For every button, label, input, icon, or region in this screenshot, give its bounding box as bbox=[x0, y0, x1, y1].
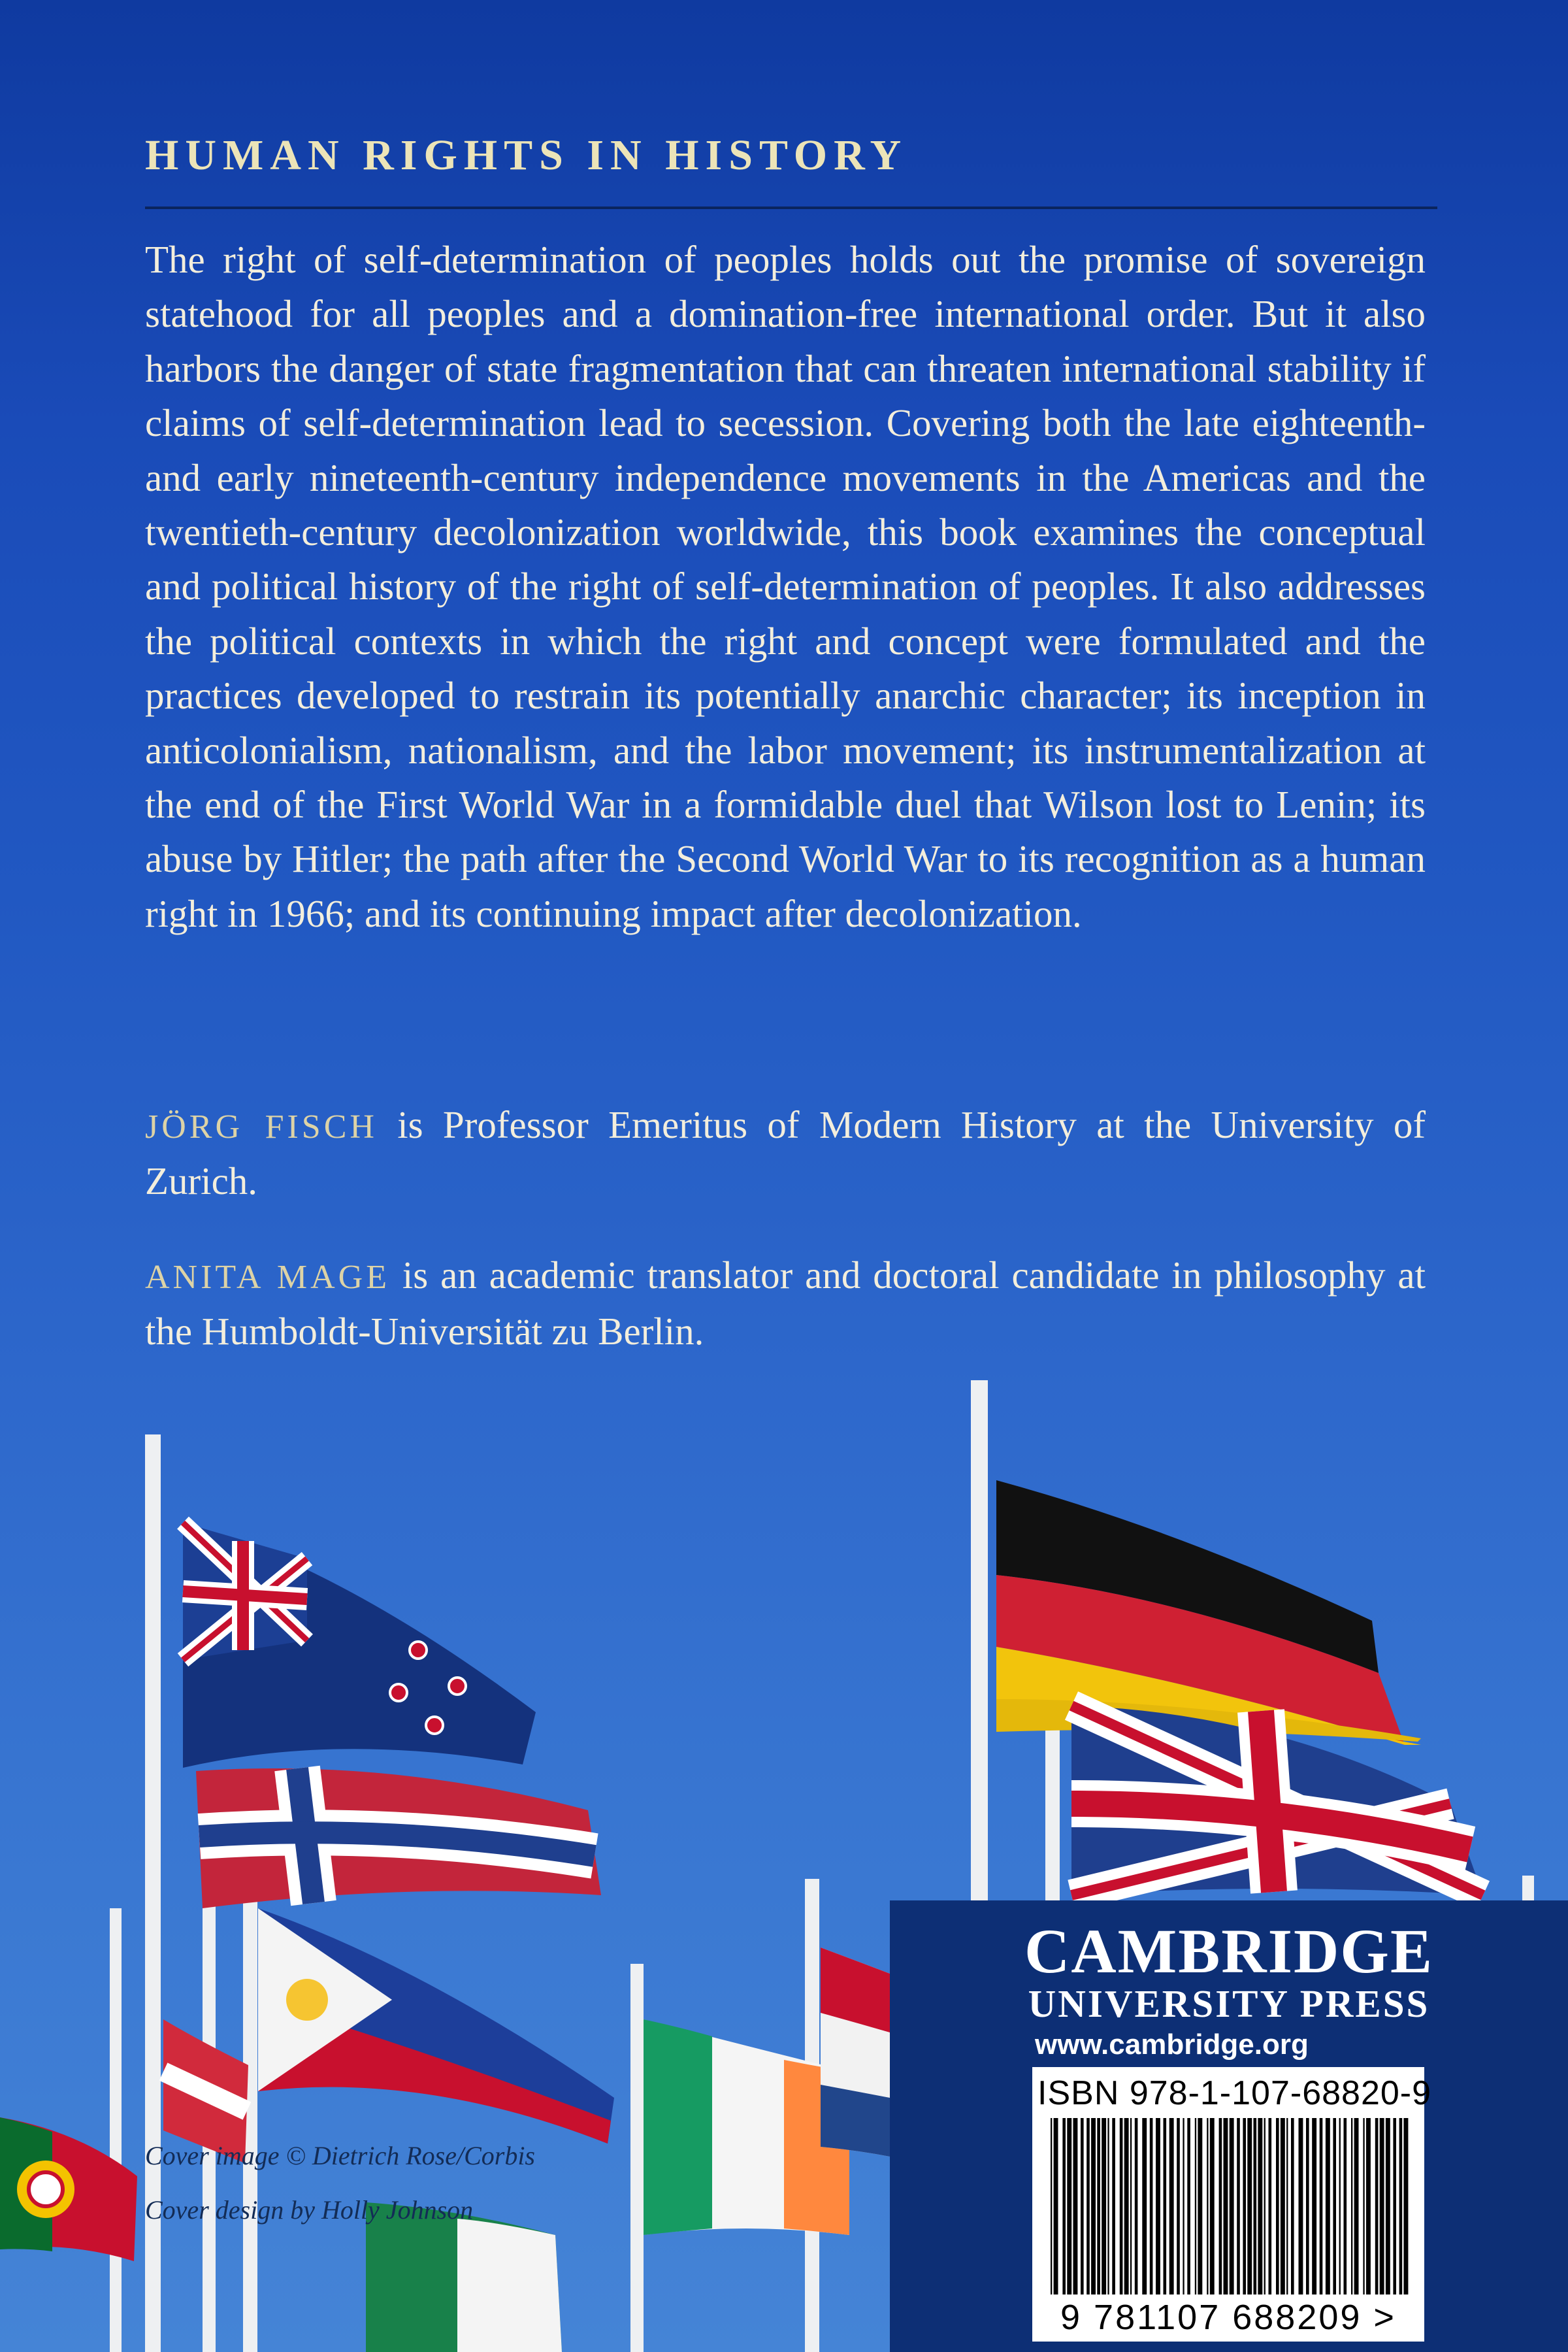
author-name: JÖRG FISCH bbox=[145, 1108, 378, 1146]
barcode-bar bbox=[1247, 2118, 1252, 2294]
barcode-bar bbox=[1210, 2118, 1215, 2294]
barcode-bar bbox=[1081, 2118, 1084, 2294]
publisher-logo-name: CAMBRIDGE bbox=[1024, 1916, 1433, 1986]
barcode-bar bbox=[1195, 2118, 1196, 2294]
title-divider bbox=[145, 207, 1437, 209]
barcode-bar bbox=[1054, 2118, 1058, 2294]
philippines-flag bbox=[258, 1908, 614, 2144]
barcode-bar bbox=[1299, 2118, 1303, 2294]
barcode-bar bbox=[1086, 2118, 1090, 2294]
barcode-bar bbox=[1224, 2118, 1228, 2294]
barcode-bars bbox=[1048, 2118, 1414, 2294]
netherlands-flag bbox=[821, 1947, 890, 2157]
isbn-label: ISBN 978-1-107-68820-9 bbox=[1037, 2074, 1432, 2112]
barcode-bar bbox=[1102, 2118, 1106, 2294]
barcode-bar bbox=[1177, 2118, 1180, 2294]
barcode-bar bbox=[1333, 2118, 1336, 2294]
barcode-bar bbox=[1091, 2118, 1096, 2294]
barcode-bar bbox=[1344, 2118, 1347, 2294]
barcode-bar bbox=[1312, 2118, 1316, 2294]
barcode-bar bbox=[1183, 2118, 1184, 2294]
translator-bio-text: is an academic translator and doctoral candidate in philosophy at the Humboldt-Universität zu Berlin. bbox=[145, 1253, 1426, 1353]
barcode-bar bbox=[1281, 2118, 1285, 2294]
barcode-bar bbox=[1269, 2118, 1272, 2294]
barcode-bar bbox=[1258, 2118, 1262, 2294]
series-title: HUMAN RIGHTS IN HISTORY bbox=[145, 131, 908, 179]
barcode-bar bbox=[1207, 2118, 1208, 2294]
barcode-bar bbox=[1366, 2118, 1371, 2294]
barcode-bar bbox=[1142, 2118, 1147, 2294]
publisher-panel bbox=[890, 1900, 1568, 2352]
barcode-bar bbox=[1219, 2118, 1222, 2294]
barcode-bar bbox=[1291, 2118, 1294, 2294]
cover-design-credit: Cover design by Holly Johnson bbox=[145, 2195, 474, 2225]
barcode-bar bbox=[1097, 2118, 1100, 2294]
barcode-bar bbox=[1187, 2118, 1190, 2294]
barcode-bar bbox=[1067, 2118, 1071, 2294]
barcode-bar bbox=[1124, 2118, 1129, 2294]
translator-bio bbox=[145, 1248, 1426, 1359]
barcode-bar bbox=[1363, 2118, 1364, 2294]
barcode-bar bbox=[1404, 2118, 1409, 2294]
new-zealand-flag bbox=[183, 1523, 536, 1768]
barcode-bar bbox=[1254, 2118, 1257, 2294]
barcode-bar bbox=[1286, 2118, 1288, 2294]
barcode-bar bbox=[1062, 2118, 1066, 2294]
barcode-bar bbox=[1320, 2118, 1323, 2294]
barcode-bar bbox=[1306, 2118, 1309, 2294]
barcode-bar bbox=[1339, 2118, 1341, 2294]
book-description: The right of self-determination of peoples holds out the promise of sovereign statehood for all peoples and a domination-free international order. But it also harbors the danger of state fragmentation that can threaten international stability if claims of self-determination lead to secession. Covering both the late eighteenth- and early nineteenth-century independence movements in the Americas and the twentieth-century decolonization worldwide, this book examines the conceptual and political history of the right of self-determination of peoples. It also addresses the political contexts in which the right and concept were formulated and the practices developed to restrain its potentially anarchic character; its inception in anticolonialism, nationalism, and the labor movement; its instrumentalization at the end of the First World War in a formidable duel that Wilson lost to Lenin; its abuse by Hitler; the path after the Second World War to its recognition as a human right in 1966; and its continuing impact after decolonization. bbox=[145, 238, 1426, 935]
barcode-bar bbox=[1393, 2118, 1396, 2294]
barcode-bar bbox=[1230, 2118, 1234, 2294]
cover-image-credit: Cover image © Dietrich Rose/Corbis bbox=[145, 2141, 535, 2170]
barcode-bar bbox=[1399, 2118, 1403, 2294]
barcode-bar bbox=[1051, 2118, 1052, 2294]
translator-name: ANITA MAGE bbox=[145, 1259, 390, 1296]
author-bio bbox=[145, 1098, 1426, 1208]
barcode-bar bbox=[1120, 2118, 1123, 2294]
publisher-logo-subtitle: UNIVERSITY PRESS bbox=[1028, 1982, 1430, 2025]
norway-flag bbox=[196, 1768, 601, 1908]
barcode-bar bbox=[1107, 2118, 1109, 2294]
barcode-bar bbox=[1112, 2118, 1115, 2294]
barcode-bar bbox=[1380, 2118, 1384, 2294]
barcode-bar bbox=[1326, 2118, 1330, 2294]
germany-flag bbox=[996, 1480, 1421, 1745]
publisher-website[interactable]: www.cambridge.org bbox=[1035, 2029, 1309, 2061]
barcode-bar bbox=[1276, 2118, 1279, 2294]
barcode-bar bbox=[1375, 2118, 1379, 2294]
barcode-bar bbox=[1237, 2118, 1240, 2294]
barcode-bar bbox=[1354, 2118, 1359, 2294]
barcode-bar bbox=[1073, 2118, 1078, 2294]
barcode-number: 9 781107 688209 > bbox=[1060, 2298, 1396, 2337]
barcode-bar bbox=[1264, 2118, 1266, 2294]
united-kingdom-flag bbox=[1071, 1706, 1483, 1895]
barcode-bar bbox=[1169, 2118, 1174, 2294]
isbn-barcode bbox=[1032, 2067, 1432, 2342]
author-bio-text: is Professor Emeritus of Modern History at the University of Zurich. bbox=[145, 1103, 1426, 1202]
barcode-bar bbox=[1135, 2118, 1138, 2294]
barcode-bar bbox=[1243, 2118, 1246, 2294]
barcode-bar bbox=[1130, 2118, 1132, 2294]
barcode-bar bbox=[1198, 2118, 1202, 2294]
barcode-bar bbox=[1351, 2118, 1352, 2294]
barcode-bar bbox=[1386, 2118, 1390, 2294]
barcode-bar bbox=[1156, 2118, 1160, 2294]
barcode-bar bbox=[1164, 2118, 1167, 2294]
barcode-bar bbox=[1150, 2118, 1153, 2294]
